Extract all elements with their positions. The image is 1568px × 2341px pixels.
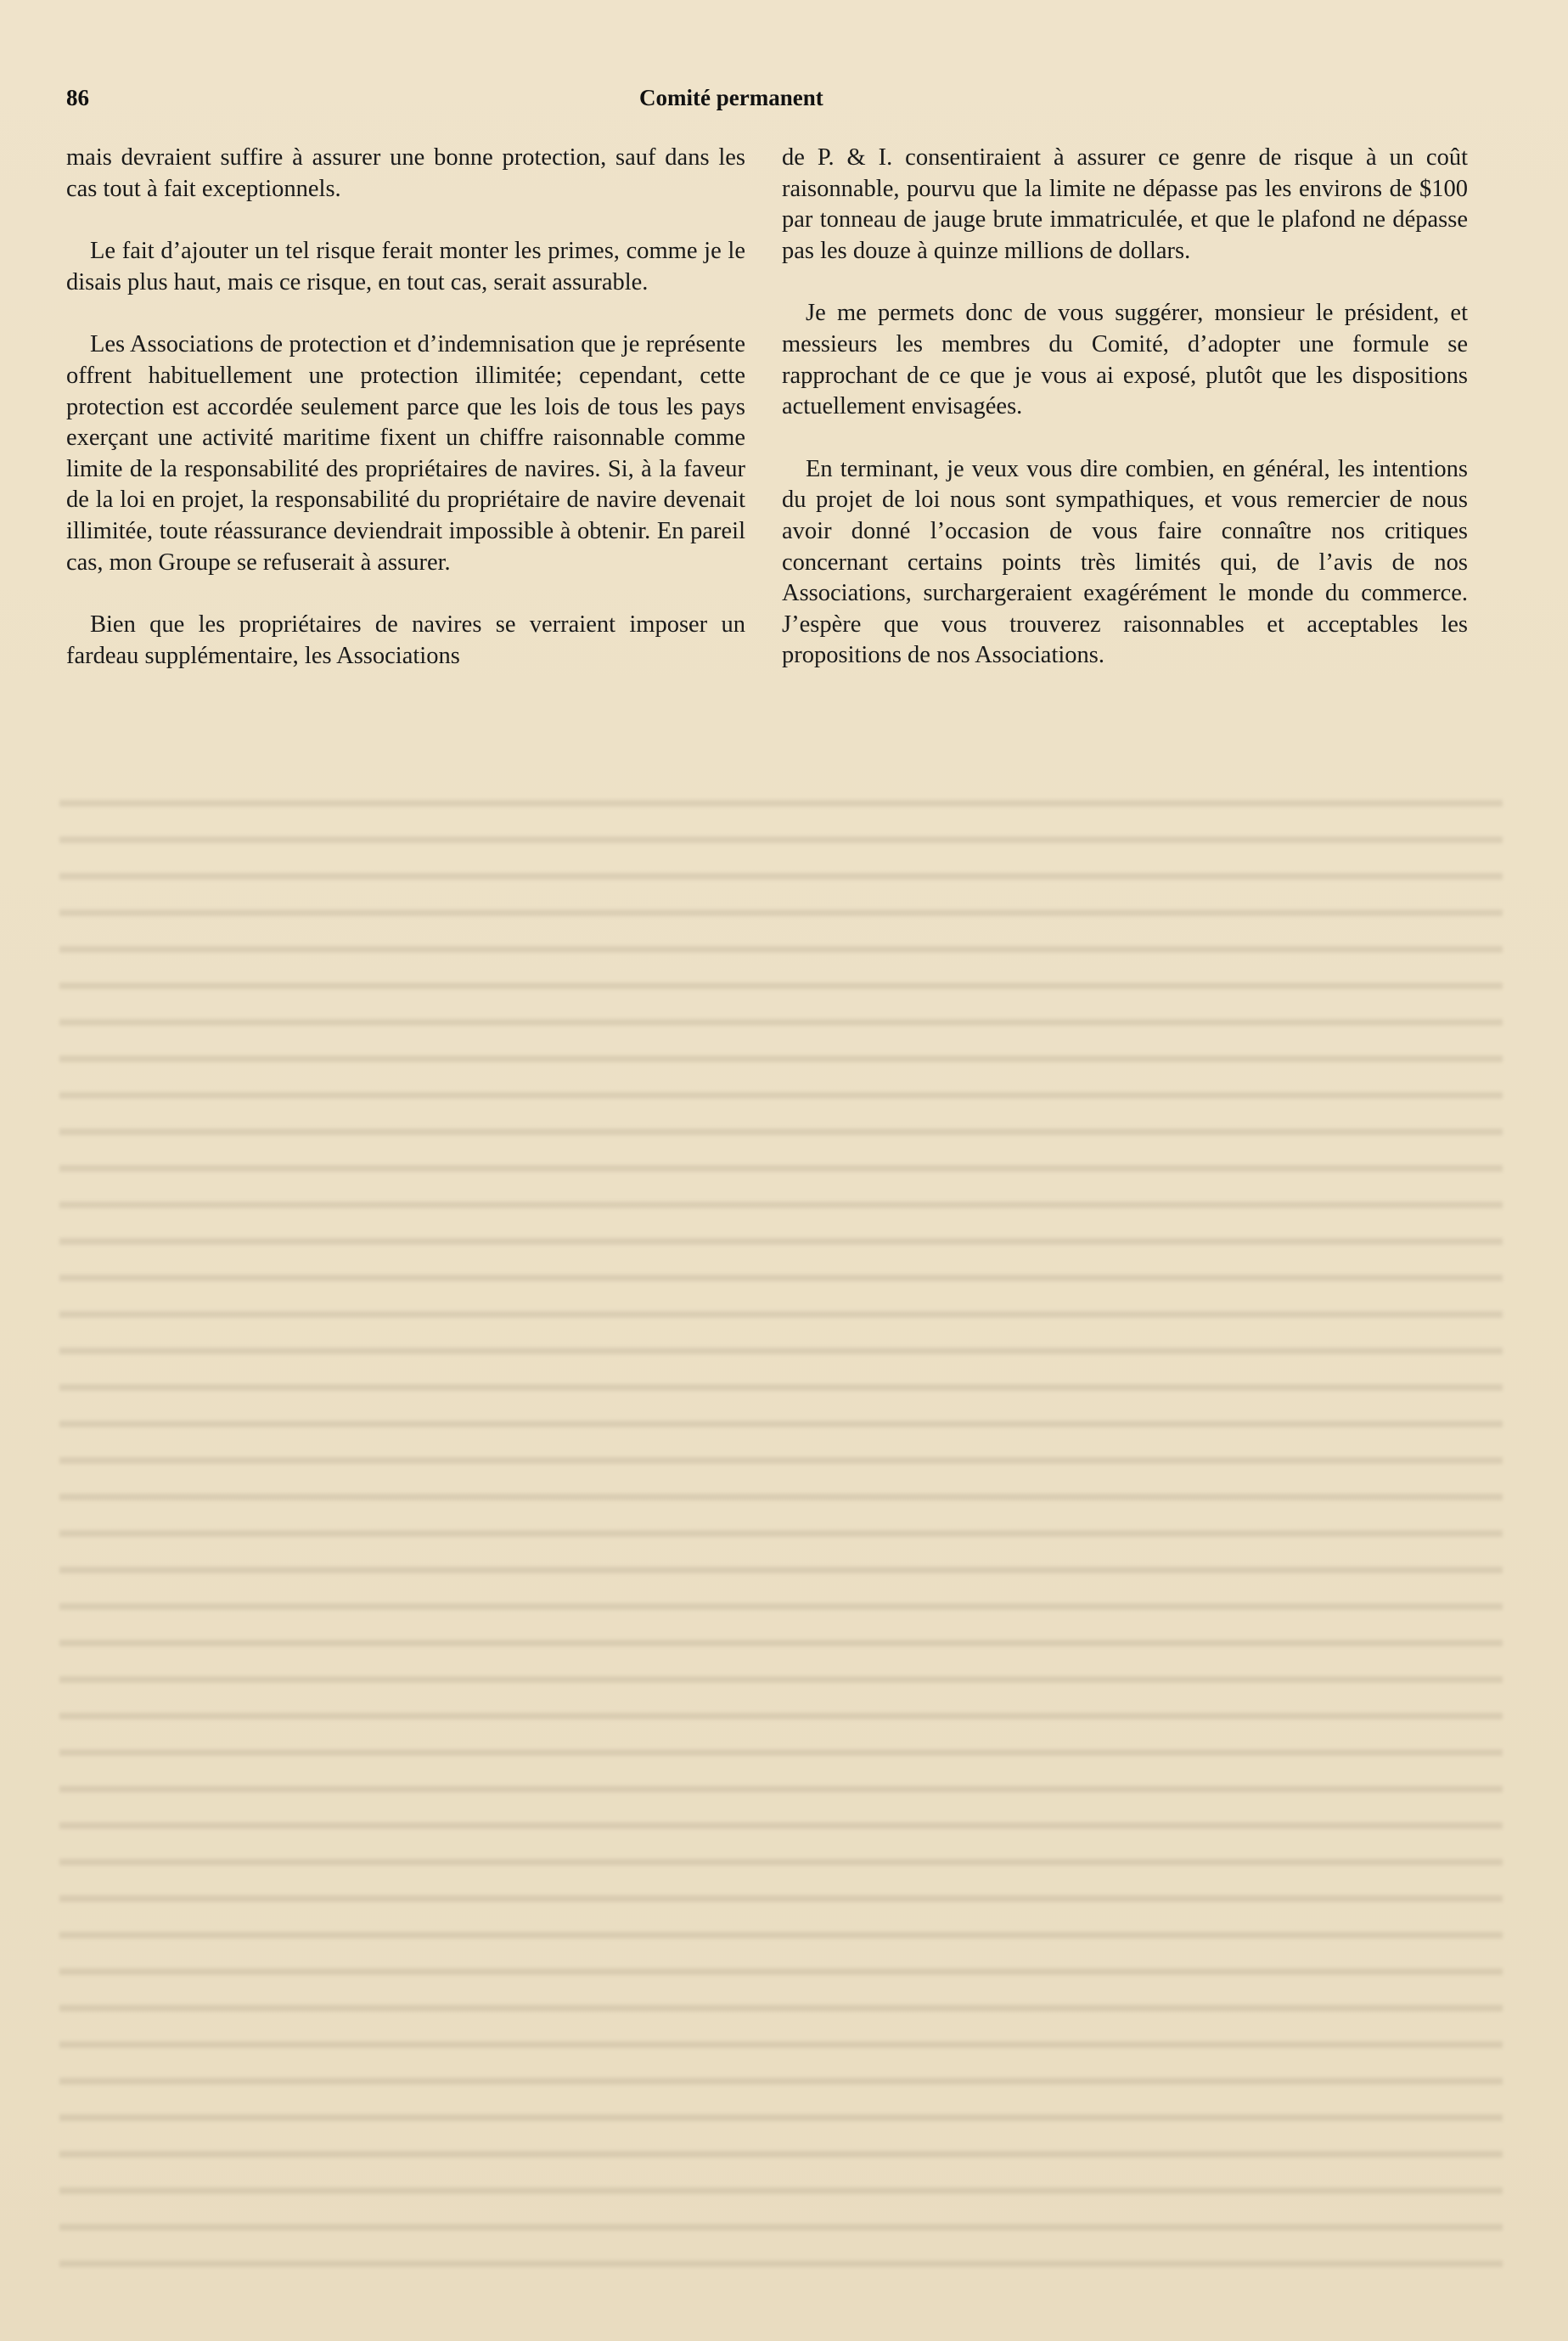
paragraph: En terminant, je veux vous dire combien, en général, les intentions du projet de loi nous sont sympathiques, et vous remercier de nous avoir donné l’occasion de vous faire connaître nos critiques concernant certains points très limités qui, de l’avis de nos Associations, surchargeraient exagérément le monde du commerce. J’espère que vous trouverez raisonnables et acceptables les propositions de nos Associations. xyxy=(782,455,1468,669)
paragraph: Le fait d’ajouter un tel risque ferait monter les primes, comme je le disais plus haut, mais ce risque, en tout cas, serait assurable. xyxy=(66,238,745,295)
left-column xyxy=(66,143,745,703)
page-number: 86 xyxy=(66,85,89,110)
paragraph: de P. & I. consentiraient à assurer ce genre de risque à un coût raisonnable, pourvu que la limite ne dépasse pas les environs de $100 par tonneau de jauge brute immatriculée, et que le plafond ne dépasse pas les douze à quinze millions de dollars. xyxy=(782,144,1468,264)
paragraph: mais devraient suffire à assurer une bonne protection, sauf dans les cas tout à fait exceptionnels. xyxy=(66,144,745,202)
paragraph: Les Associations de protection et d’indemnisation que je représente offrent habituellement une protection illimitée; cependant, cette protection est accordée seulement parce que les lois de tous les pays exerçant une activité maritime fixent un chiffre raisonnable comme limite de la responsabilité des propriétaires de navires. Si, à la faveur de la loi en projet, la responsabilité du propriétaire de navire devenait illimitée, toute réassurance deviendrait impossible à obtenir. En pareil cas, mon Groupe se refuserait à assurer. xyxy=(66,331,745,576)
paragraph: Je me permets donc de vous suggérer, monsieur le président, et messieurs les membres du Comité, d’adopter une formule se rapprochant de ce que je vous ai exposé, plutôt que les dispositions actuellement envisagées. xyxy=(782,300,1468,420)
bleed-through-texture xyxy=(59,781,1503,2293)
paragraph: Bien que les propriétaires de navires se verraient imposer un fardeau supplémentaire, les Associations xyxy=(66,611,745,669)
right-column xyxy=(782,143,1468,703)
page-header xyxy=(66,85,1458,119)
running-title: Comité permanent xyxy=(639,85,823,110)
